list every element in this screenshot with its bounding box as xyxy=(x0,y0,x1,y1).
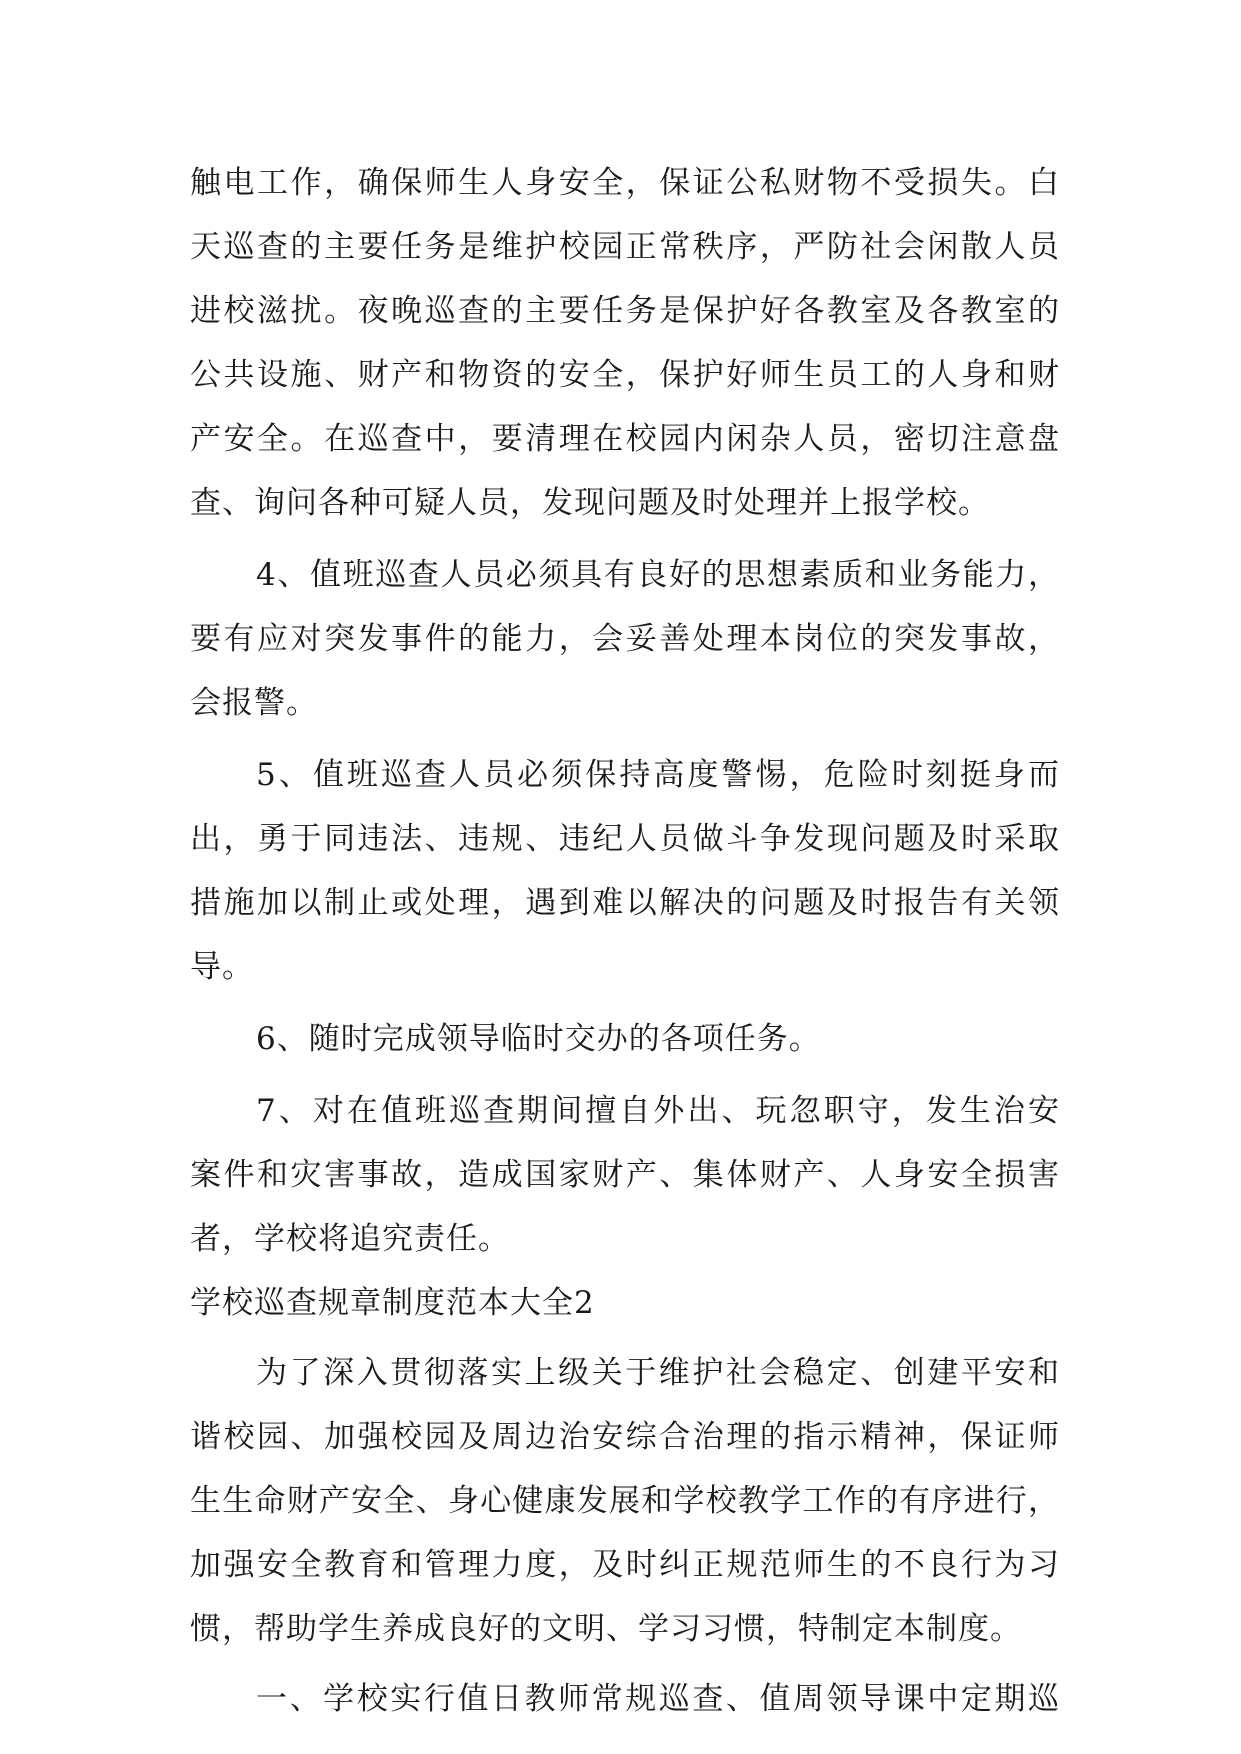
text-line: 会报警。 xyxy=(190,685,318,721)
text-line: 查、询问各种可疑人员，发现问题及时处理并上报学校。 xyxy=(190,485,990,521)
text-line: 天巡查的主要任务是维护校园正常秩序，严防社会闲散人员 xyxy=(190,229,1060,265)
text-line: 加强安全教育和管理力度，及时纠正规范师生的不良行为习 xyxy=(190,1547,1060,1583)
text-line: 惯，帮助学生养成良好的文明、学习习惯，特制定本制度。 xyxy=(190,1611,1022,1647)
paragraph-4-start: 4、值班巡查人员必须具有良好的思想素质和业务能力， xyxy=(256,557,1060,593)
paragraph-5-start: 5、值班巡查人员必须保持高度警惕，危险时刻挺身而 xyxy=(256,757,1060,793)
text-line: 导。 xyxy=(190,949,254,985)
section-heading: 学校巡查规章制度范本大全2 xyxy=(190,1285,595,1321)
text-line: 者，学校将追究责任。 xyxy=(190,1221,510,1257)
text-line: 产安全。在巡查中，要清理在校园内闲杂人员，密切注意盘 xyxy=(190,421,1060,457)
text-line: 生生命财产安全、身心健康发展和学校教学工作的有序进行， xyxy=(190,1483,1060,1519)
item-1-start: 一、学校实行值日教师常规巡查、值周领导课中定期巡 xyxy=(256,1681,1060,1717)
text-line: 出，勇于同违法、违规、违纪人员做斗争发现问题及时采取 xyxy=(190,821,1060,857)
text-line: 案件和灾害事故，造成国家财产、集体财产、人身安全损害 xyxy=(190,1157,1060,1193)
paragraph-7-start: 7、对在值班巡查期间擅自外出、玩忽职守，发生治安 xyxy=(256,1093,1060,1129)
text-line: 公共设施、财产和物资的安全，保护好师生员工的人身和财 xyxy=(190,357,1060,393)
text-line: 触电工作，确保师生人身安全，保证公私财物不受损失。白 xyxy=(190,165,1060,201)
paragraph-6: 6、随时完成领导临时交办的各项任务。 xyxy=(256,1021,821,1057)
text-line: 进校滋扰。夜晚巡查的主要任务是保护好各教室及各教室的 xyxy=(190,293,1060,329)
text-line: 措施加以制止或处理，遇到难以解决的问题及时报告有关领 xyxy=(190,885,1060,921)
text-line: 谐校园、加强校园及周边治安综合治理的指示精神，保证师 xyxy=(190,1419,1060,1455)
intro-paragraph-start: 为了深入贯彻落实上级关于维护社会稳定、创建平安和 xyxy=(256,1355,1060,1391)
text-line: 要有应对突发事件的能力，会妥善处理本岗位的突发事故， xyxy=(190,621,1060,657)
